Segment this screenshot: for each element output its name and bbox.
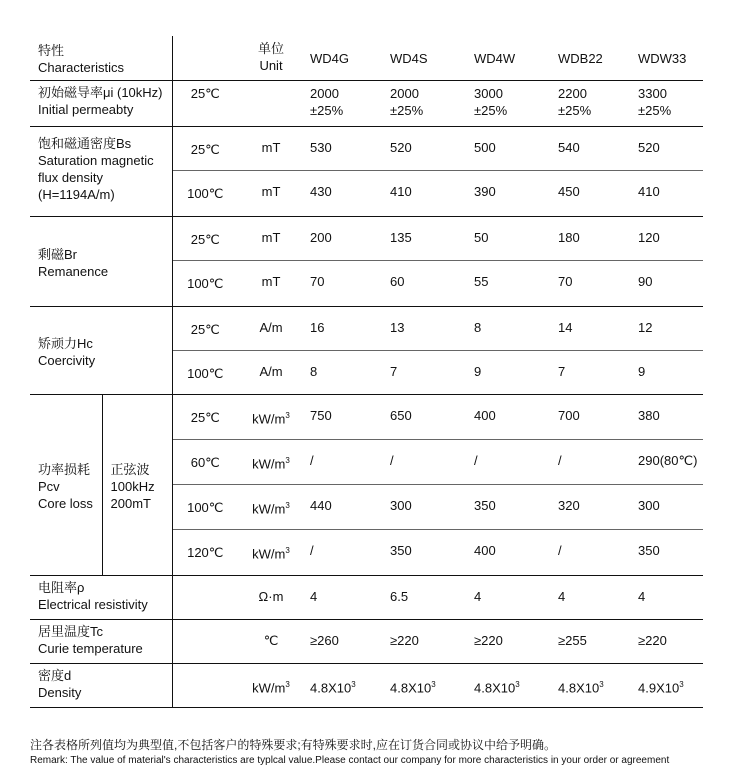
header-row (30, 36, 703, 80)
temp-cell: 100℃ (172, 260, 238, 306)
value-cell: 6.5 (384, 575, 468, 619)
value-cell: / (552, 529, 632, 575)
value-cell: 410 (384, 170, 468, 216)
value-cell: 8 (468, 306, 552, 350)
value-cell: 350 (632, 529, 703, 575)
value-cell: 300 (384, 484, 468, 529)
saturation-row-25 (30, 126, 703, 170)
value-cell: 2200 ±25% (552, 80, 632, 126)
value-cell: 180 (552, 216, 632, 260)
value-cell: 400 (468, 529, 552, 575)
unit-cell: mT (238, 260, 304, 306)
permeability-label: 初始磁导率μi (10kHz) Initial permeabty (30, 80, 172, 126)
header-property-cell (30, 36, 172, 80)
value-cell: 500 (468, 126, 552, 170)
value-cell: 200 (304, 216, 384, 260)
value-cell: 70 (304, 260, 384, 306)
value-cell: ≥220 (384, 619, 468, 663)
value-cell: ≥260 (304, 619, 384, 663)
value-cell: 120 (632, 216, 703, 260)
value-cell: 7 (384, 350, 468, 394)
value-cell: ≥255 (552, 619, 632, 663)
temp-cell: 100℃ (172, 484, 238, 529)
value-cell: $4.8X10^3$ (468, 663, 552, 707)
value-cell: 7 (552, 350, 632, 394)
value-cell: / (384, 439, 468, 484)
saturation-label: 饱和磁通密度Bs Saturation magnetic flux density (H=1194A/m) (30, 126, 172, 216)
value-cell: 750 (304, 394, 384, 439)
remanence-row-25 (30, 216, 703, 260)
unit-cell: A/m (238, 306, 304, 350)
value-cell: 540 (552, 126, 632, 170)
material-header: WD4G (304, 36, 384, 80)
value-cell: $4.8X10^3$ (304, 663, 384, 707)
value-cell: 520 (384, 126, 468, 170)
temp-cell: 25℃ (172, 126, 238, 170)
temp-cell: 100℃ (172, 170, 238, 216)
value-cell: 430 (304, 170, 384, 216)
resistivity-row (30, 575, 703, 619)
value-cell: 3000 ±25% (468, 80, 552, 126)
value-cell: 13 (384, 306, 468, 350)
temp-cell: 25℃ (172, 80, 238, 126)
density-row (30, 663, 703, 707)
coreloss-row-25 (30, 394, 703, 439)
value-cell: 440 (304, 484, 384, 529)
value-cell: ≥220 (468, 619, 552, 663)
value-cell: 2000 ±25% (304, 80, 384, 126)
value-cell: / (468, 439, 552, 484)
unit-cell: $kW/m^3$ (238, 439, 304, 484)
coreloss-condition: 正弦波 100kHz 200mT (102, 394, 172, 575)
value-cell: / (552, 439, 632, 484)
remark-cn: 注各表格所列值均为典型值,不包括客户的特殊要求;有特殊要求时,应在订货合同或协议中给予明确。 (30, 738, 557, 752)
value-cell: 520 (632, 126, 703, 170)
value-cell: 4 (632, 575, 703, 619)
value-cell: 60 (384, 260, 468, 306)
value-cell: 4 (304, 575, 384, 619)
value-cell: 12 (632, 306, 703, 350)
material-header: WDB22 (552, 36, 632, 80)
material-header: WD4W (468, 36, 552, 80)
value-cell: 380 (632, 394, 703, 439)
value-cell: 350 (468, 484, 552, 529)
unit-cell: Ω·m (238, 575, 304, 619)
remark-en: Remark: The value of material's characteristics are typlcal value.Please contact our company for more characteristics in your order or agreement (30, 755, 670, 766)
value-cell: 290(80℃) (632, 439, 703, 484)
value-cell: 410 (632, 170, 703, 216)
material-header: WDW33 (632, 36, 703, 80)
permeability-row (30, 80, 703, 126)
unit-cell: mT (238, 216, 304, 260)
material-header: WD4S (384, 36, 468, 80)
remanence-label: 剩磁Br Remanence (30, 216, 172, 306)
density-label: 密度d Density (30, 663, 172, 707)
remarks (30, 736, 720, 766)
value-cell: $4.8X10^3$ (552, 663, 632, 707)
value-cell: 3300 ±25% (632, 80, 703, 126)
value-cell: 55 (468, 260, 552, 306)
temp-cell: 60℃ (172, 439, 238, 484)
value-cell: 400 (468, 394, 552, 439)
unit-cell: mT (238, 170, 304, 216)
temp-cell: 25℃ (172, 394, 238, 439)
value-cell: 9 (468, 350, 552, 394)
coercivity-row-25 (30, 306, 703, 350)
value-cell: 4 (468, 575, 552, 619)
unit-cell: A/m (238, 350, 304, 394)
value-cell: $4.9X10^3$ (632, 663, 703, 707)
temp-cell: 100℃ (172, 350, 238, 394)
temp-cell: 25℃ (172, 216, 238, 260)
value-cell: 14 (552, 306, 632, 350)
value-cell: / (304, 529, 384, 575)
value-cell: 650 (384, 394, 468, 439)
curie-label: 居里温度Tc Curie temperature (30, 619, 172, 663)
characteristics-table (30, 36, 703, 708)
header-prop-cn: 特性 (38, 43, 65, 58)
header-unit-cn: 单位 (257, 41, 284, 56)
unit-cell: $kW/m^3$ (238, 529, 304, 575)
value-cell: 530 (304, 126, 384, 170)
value-cell: 350 (384, 529, 468, 575)
value-cell: 135 (384, 216, 468, 260)
value-cell: 70 (552, 260, 632, 306)
resistivity-label: 电阻率ρ Electrical resistivity (30, 575, 172, 619)
value-cell: 700 (552, 394, 632, 439)
header-unit-cell (238, 36, 304, 80)
unit-cell: mT (238, 126, 304, 170)
coreloss-label: 功率损耗 Pcv Core loss (30, 394, 102, 575)
value-cell: 8 (304, 350, 384, 394)
header-unit-en: Unit (259, 58, 283, 73)
temp-cell: 25℃ (172, 306, 238, 350)
unit-cell: $kW/m^3$ (238, 663, 304, 707)
curie-row (30, 619, 703, 663)
value-cell: $4.8X10^3$ (384, 663, 468, 707)
unit-cell: ℃ (238, 619, 304, 663)
value-cell: ≥220 (632, 619, 703, 663)
unit-cell: $kW/m^3$ (238, 484, 304, 529)
value-cell: / (304, 439, 384, 484)
value-cell: 300 (632, 484, 703, 529)
value-cell: 16 (304, 306, 384, 350)
value-cell: 9 (632, 350, 703, 394)
value-cell: 50 (468, 216, 552, 260)
value-cell: 390 (468, 170, 552, 216)
coercivity-label: 矫顽力Hc Coercivity (30, 306, 172, 394)
value-cell: 2000 ±25% (384, 80, 468, 126)
value-cell: 450 (552, 170, 632, 216)
unit-cell: $kW/m^3$ (238, 394, 304, 439)
temp-cell: 120℃ (172, 529, 238, 575)
value-cell: 320 (552, 484, 632, 529)
value-cell: 90 (632, 260, 703, 306)
header-prop-en: Characteristics (38, 60, 124, 75)
value-cell: 4 (552, 575, 632, 619)
